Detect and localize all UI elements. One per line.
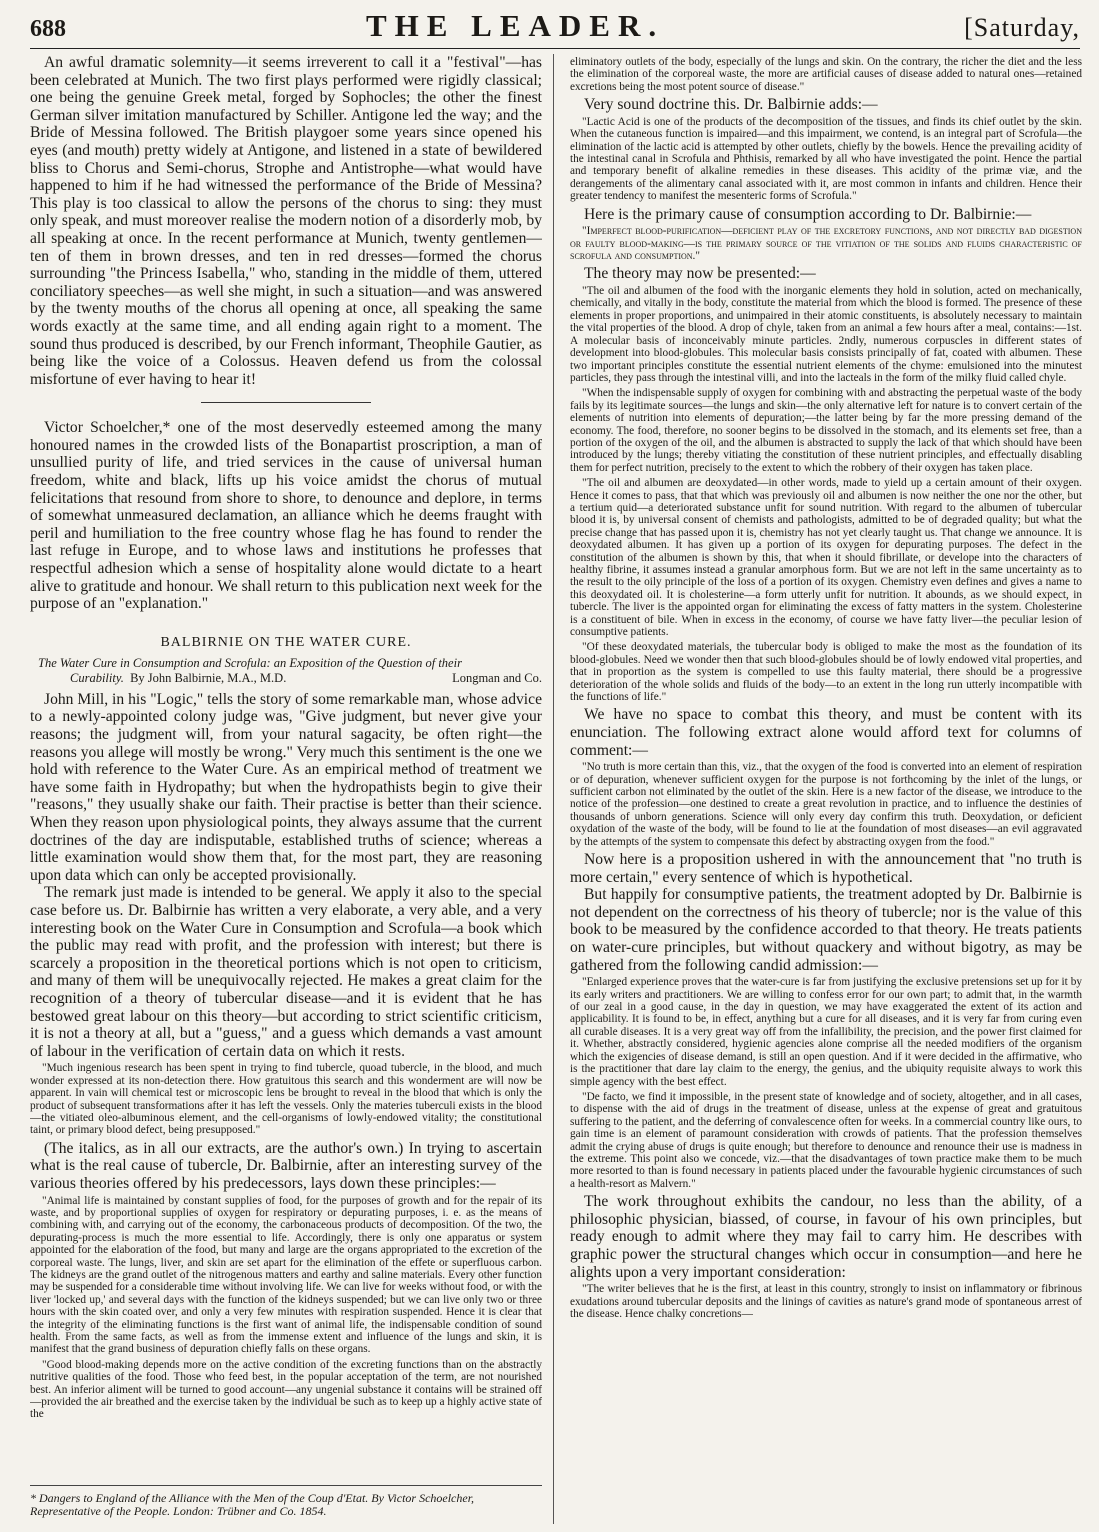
- left-column: [30, 54, 542, 1524]
- quote-deoxydated: "The oil and albumen are deoxydated—in other words, made to yield up a certain amount of their oxygen. Hence it comes to pass, that that which was previously oil and albumen is now neither the one nor the other, but a tertium quid—a deteriorated substance unfit for sound nutrition. With regard to the albumen of tubercular blood it is, by universal consent of chemists and pathologists, admitted to be of degraded quality; but what the precise change that has passed upon it is, chemistry has not yet clearly taught us. That change we announce. It is deoxydated albumen. It has given up a portion of its oxygen for depurating purposes. The defect in the constitution of the albumen is shown by this, that when it should fibrillate, or develope into the characters of healthy fibrine, it assumes instead a granular amorphous form. But we are not left in the same uncertainty as to the result to the oily principle of the loss of a portion of its oxygen. Chemistry even defines and gives a name to this deoxydated oil. It is cholesterine—a form utterly unfit for nutrition. It abounds, as we should expect, in tubercle. The liver is the appointed organ for eliminating the excess of fatty matters in the system. Cholesterine is a constituent of bile. When in excess in the economy, of course we have fatty liver—the peculiar lesion of consumptive patients.: [570, 477, 1082, 639]
- paragraph-remark: The remark just made is intended to be general. We apply it also to the special case before us. Dr. Balbirnie has written a very elaborate, a very able, and a very interesting book on the Water Cure in Consumption and Scrofula—a book which the public may read with profit, and the profession with interest; but there is scarcely a proposition in the theoretical portions which is not open to criticism, and many of them will be unequivocally rejected. He makes a great claim for the recognition of a theory of tubercular disease—and it is evident that he has bestowed great labour on this theory—but according to strict scientific criticism, it is not a theory at all, but a "guess," and a guess which demands a vast amount of labour in the verification of certain data on which it rests.: [30, 884, 542, 1060]
- quote-animal-life: "Animal life is maintained by constant supplies of food, for the purposes of growth and for the repair of its waste, and by proportional supplies of oxygen for respiratory or depurating purposes, i. e. as the means of combining with, and carrying out of the economy, the carbonaceous products of decomposition. Of the two, the depurating-process is much the more essential to life. Accordingly, there is only one apparatus or system appointed for the elaboration of the food, but many and large are the organs appropriated to the excretion of the corporeal waste. The lungs, liver, and skin are set apart for the elimination of the effete or superfluous carbon. The kidneys are the grand outlet of the nitrogenous matters and earthy and saline materials. Every other function may be suspended for a considerable time without involving life. We can live for weeks without food, or with the liver 'locked up,' and several days with the function of the kidneys suspended; but we can live only two or three hours with the skin coated over, and only a very few minutes with respiration suspended. Hence it is clear that the integrity of the eliminating functions is the first want of animal life, the indispensable condition of sound health. From the same facts, as well as from the immense extent and influence of the lungs and skin, it is manifest that the grand business of depuration chiefly falls on these organs.: [30, 1194, 542, 1356]
- quote-oil-albumen: "The oil and albumen of the food with the inorganic elements they hold in solution, acted on mechanically, chemically, and vitally in the body, constitute the material from which the blood is formed. The presence of these elements in proper proportions, and unimpaired in their atomic constituents, is absolutely necessary to maintain the vital properties of the blood. A drop of chyle, taken from an animal a few hours after a meal, contains:—1st. A molecular basis of inconceivably minute particles. 2ndly, numerous corpuscles in different states of development into blood-globules. This molecular basis consists principally of fat, coated with albumen. These two important principles constitute the essential nutrient elements of the chyme: emulsioned into the minutest particles, they pass through the intestinal villi, and into the lacteals in the form of the milky fluid called chyle.: [570, 285, 1082, 384]
- right-column: [570, 54, 1082, 1524]
- page-number: 688: [30, 16, 66, 42]
- quote-deoxydated-materials: "Of these deoxydated materials, the tubercular body is obliged to make the most as the foundation of its blood-globules. Need we wonder then that such blood-globules should be of lowly endowed vital properties, and that in proportion as the system is compelled to use this faulty material, there should be a progressive deterioration of the whole solids and fluids of the body—to an extent in the long run utterly incompatible with the functions of life.": [570, 641, 1082, 704]
- review-byline: [70, 672, 542, 685]
- quote-de-facto: "De facto, we find it impossible, in the present state of knowledge and of society, altogether, and in all cases, to dispense with the aid of drugs in the treatment of disease, unless at the expense of great and gratuitous suffering to the patient, and the deferring of convalescence often for weeks. In a commercial country like ours, to gain time is an element of paramount consideration with crowds of patients. That the profession themselves admit the crying abuse of drugs is quite enough; but therefore to denounce and renounce their use is madness in the extreme. This point also we concede, viz.—that the disadvantages of town practice make them to be much more resorted to than is found necessary in patients placed under the favourable hygienic circumstances of such a health-resort as Malvern.": [570, 1090, 1082, 1190]
- quote-eliminatory: eliminatory outlets of the body, especially of the lungs and skin. On the contrary, the richer the diet and the less the elimination of the corporeal waste, the more are artificial causes of disease added to natural ones—retained excretions being the most potent source of disease.": [570, 56, 1082, 93]
- paragraph-primary-cause: Here is the primary cause of consumption according to Dr. Balbirnie:—: [584, 205, 1032, 223]
- quote-blood-making: "Good blood-making depends more on the active condition of the excreting functions than on the abstractly nutritive qualities of the food. Those who feed best, in the popular acceptation of the term, are not nourished best. An inferior aliment will be turned to good account—any ungenial substance it contains will be strained off—provided the air breathed and the exercise taken by the individual be such as to keep up a highly active state of the: [30, 1358, 542, 1421]
- masthead: [30, 8, 1080, 49]
- paragraph-now-here: Now here is a proposition ushered in with the announcement that "no truth is more certain," every sentence of which is hypothetical.: [570, 851, 1082, 886]
- article-schoelcher: Victor Schoelcher,* one of the most deservedly esteemed among the many honoured names in the crowded lists of the Bonapartist proscription, a man of unsullied purity of life, and tried services in the cause of universal human freedom, white and black, lifts up his voice amidst the chorus of mutual felicitations that resound from shore to shore, to denounce and deplore, in terms of somewhat unmeasured declamation, an alliance which he deems fraught with peril and humiliation to the free country whose flag he has found to render the last refuge in Europe, and to whose laws and institutions he professes that respectful adhesion which a sense of hospitality alone would dictate to a heart alive to gratitude and honour. We shall return to this publication next week for the purpose of an "explanation.": [30, 419, 542, 613]
- review-author: By John Balbirnie, M.A., M.D.: [130, 670, 287, 685]
- paragraph-mill: John Mill, in his "Logic," tells the story of some remarkable man, whose advice to a newly-appointed colony judge was, "Give judgment, but never give your reasons; the judgment will, from your natural sagacity, be often right—the reasons you allege will mostly be wrong." Very much this sentiment is the one we hold with reference to the Water Cure. As an empirical method of treatment we have some faith in Hydropathy; but when the hydropathists begin to give their "reasons," they usually shake our faith. Their practise is better than their science. When they reason upon physiological points, they always assume that the current doctrines of the day are indisputable, established truths of science; whereas a little examination would show them that, for the most part, they are reasoning upon data which can only be accepted provisionally.: [30, 690, 542, 884]
- footnote: * Dangers to England of the Alliance with the Men of the Coup d'Etat. By Victor Schoelcher, Representative of the People. London: Trübner and Co. 1854.: [30, 1485, 542, 1518]
- issue-day: [Saturday,: [964, 13, 1080, 42]
- section-divider: [201, 402, 371, 403]
- quote-writer-believes: "The writer believes that he is the first, at least in this country, strongly to insist on inflammatory or fibrinous exudations around tubercular deposits and the linings of cavities as nature's grand mode of spontaneous arrest of the disease. Hence chalky concretions—: [570, 1283, 1082, 1320]
- review-title: The Water Cure in Consumption and Scrofula: an Exposition of the Question of their: [38, 655, 462, 670]
- review-curability: Curability.: [70, 670, 124, 685]
- quote-ingenious: "Much ingenious research has been spent in trying to find tubercle, quoad tubercle, in the blood, and much wonder expressed at its non-detection there. How gratuitous this search and this wonderment are will now be apparent. In vain will chemical test or microscopic lens be brought to reveal in the blood that which is only the product of subsequent transformations after it has left the vessels. Only the materies tuberculi exists in the blood—the vitiated oleo-albuminous element, and the cell-organisms of lowly-endowed vitality; the constitutional taint, or primary blood defect, being presupposed.": [30, 1062, 542, 1137]
- quote-oxygen-supply: "When the indispensable supply of oxygen for combining with and abstracting the perpetual waste of the body fails by its legitimate sources—the lungs and skin—the only alternative left for nature is to convert certain of the elements of nutrition into elements of depuration;—the latter being by far the more pressing demand of the economy. The food, therefore, no sooner begins to be dissolved in the stomach, and its elements set free, than a portion of the oxygen of the oil, and the albumen is abstracted to supply the lack of that which should have been introduced by the lungs; thereby vitiating the constitution of these nutrient principles, and effectually disabling them for perfect nutrition, precisely to the extent to which the robbery of their oxygen has taken place.: [570, 387, 1082, 474]
- paragraph-italics: (The italics, as in all our extracts, are the author's own.) In trying to ascertain what is the real cause of tubercle, Dr. Balbirnie, after an interesting survey of the various theories offered by his predecessors, lays down these principles:—: [30, 1139, 542, 1192]
- article-festival: An awful dramatic solemnity—it seems irreverent to call it a "festival"—has been celebrated at Munich. The two first plays performed were rigidly classical; one being the genuine Greek metal, forged by Sophocles; the other the finest German silver imitation manufactured by Schiller. Antigone led the way; and the Bride of Messina followed. The British playgoer some years since opened his eyes (and mouth) pretty widely at Antigone, and listened in a state of bewildered bliss to Chorus and Semi-chorus, Strophe and Antistrophe—what would have happened to him if he had witnessed the performance of the Bride of Messina? This play is too classical to allow the persons of the chorus to sing: they must only speak, and must moreover realise the modern notion of a disorderly mob, by all speaking at once. In the recent performance at Munich, twenty gentlemen—ten of them in brown dresses, and ten in red dresses—formed the chorus surrounding "the Princess Isabella," who, standing in the middle of them, uttered conciliatory speeches—as well she might, in such a situation—and was answered by the twenty mouths of the chorus all opening at once, all speaking the same words exactly at the same time, and all ending again right to a moment. The sound thus produced is described, by our French informant, Theophile Gautier, as being like the voice of a Colossus. Heaven defend us from the colossal misfortune of ever having to hear it!: [30, 54, 542, 388]
- paragraph-but-happily: But happily for consumptive patients, the treatment adopted by Dr. Balbirnie is not dependent on the correctness of his theory of tubercle; nor is the value of this book to be measured by the confidence accorded to that theory. He treats patients on water-cure principles, but without quackery and without bigotry, as may be gathered from the following candid admission:—: [570, 886, 1082, 974]
- paragraph-theory: The theory may now be presented:—: [584, 265, 816, 283]
- quote-no-truth: "No truth is more certain than this, viz., that the oxygen of the food is converted into an element of respiration or of depuration, whenever sufficient oxygen for the purpose is not forthcoming by the inlet of the lungs, or sufficient carbon not eliminated by the outlet of the skin. Here is a new factor of the disease, we introduce to the notice of the profession—one destined to create a great revolution in practice, and to influence the destinies of thousands of unborn generations. Science will only every day confirm this truth. Deoxydation, or deficient oxydation of the waste of the body, will be found to lie at the foundation of most diseases—an evil aggravated by the attempts of the system to compensate this defect by abstracting oxygen from the food.": [570, 761, 1082, 848]
- quote-imperfect: "Imperfect blood-purification—deficient play of the excretory functions, and not directly bad digestion or faulty blood-making—is the primary source of the vitiation of the solids and fluids characteristic of scrofula and consumption.": [570, 225, 1082, 263]
- paragraph-the-work: The work throughout exhibits the candour, no less than the ability, of a philosophic physician, biassed, of course, in favour of his own principles, but ready enough to admit where they may fail to carry him. He describes with graphic power the structural changes which occur in consumption—and here he alights upon a very important consideration:: [570, 1193, 1082, 1281]
- newspaper-title: THE LEADER.: [365, 8, 665, 43]
- review-publisher: Longman and Co.: [452, 670, 542, 685]
- review-title-line: [38, 657, 542, 670]
- column-rule: [553, 54, 554, 1524]
- paragraph-sound-doctrine: Very sound doctrine this. Dr. Balbirnie adds:—: [584, 96, 878, 114]
- quote-lactic-acid: "Lactic Acid is one of the products of the decomposition of the tissues, and finds its chief outlet by the skin. When the cutaneous function is impaired—and this impairment, we contend, is an integral part of Scrofula—the elimination of the lactic acid is attempted by other outlets, chiefly by the bowels. Hence the prevailing acidity of the intestinal canal in Scrofula and Phthisis, remarked by all who have investigated the point. Hence the partial and temporary benefit of alkaline remedies in these diseases. This acidity of the primæ viæ, and the derangements of the alimentary canal associated with it, are most common in infants and children. Hence their greater tendency to manifest the mesenteric forms of Scrofula.": [570, 115, 1082, 203]
- paragraph-no-space: We have no space to combat this theory, and must be content with its enunciation. The following extract alone would afford text for columns of comment:—: [570, 706, 1082, 759]
- quote-enlarged-experience: "Enlarged experience proves that the water-cure is far from justifying the exclusive pretensions set up for it by its early writers and practitioners. We are willing to confess error for our own part; to admit that, in the warmth of our zeal in a good cause, in the day in question, we may have exaggerated the extent of its action and applicability. It is found to be, in effect, anything but a cure for all diseases, and it is very far from curing even all curable diseases. It is a very great way off from the infallibility, the precision, and the power first claimed for it. Whether, abstractly considered, hygienic agencies alone comprise all the needed modifiers of the organism which the exigencies of disease demand, is still an open question. And if it were decided in the affirmative, who is the practitioner that dare lay claim to the energy, the genius, and the ubiquity requisite always to work this simple agency with the best effect.: [570, 976, 1082, 1088]
- review-heading: BALBIRNIE ON THE WATER CURE.: [160, 634, 412, 650]
